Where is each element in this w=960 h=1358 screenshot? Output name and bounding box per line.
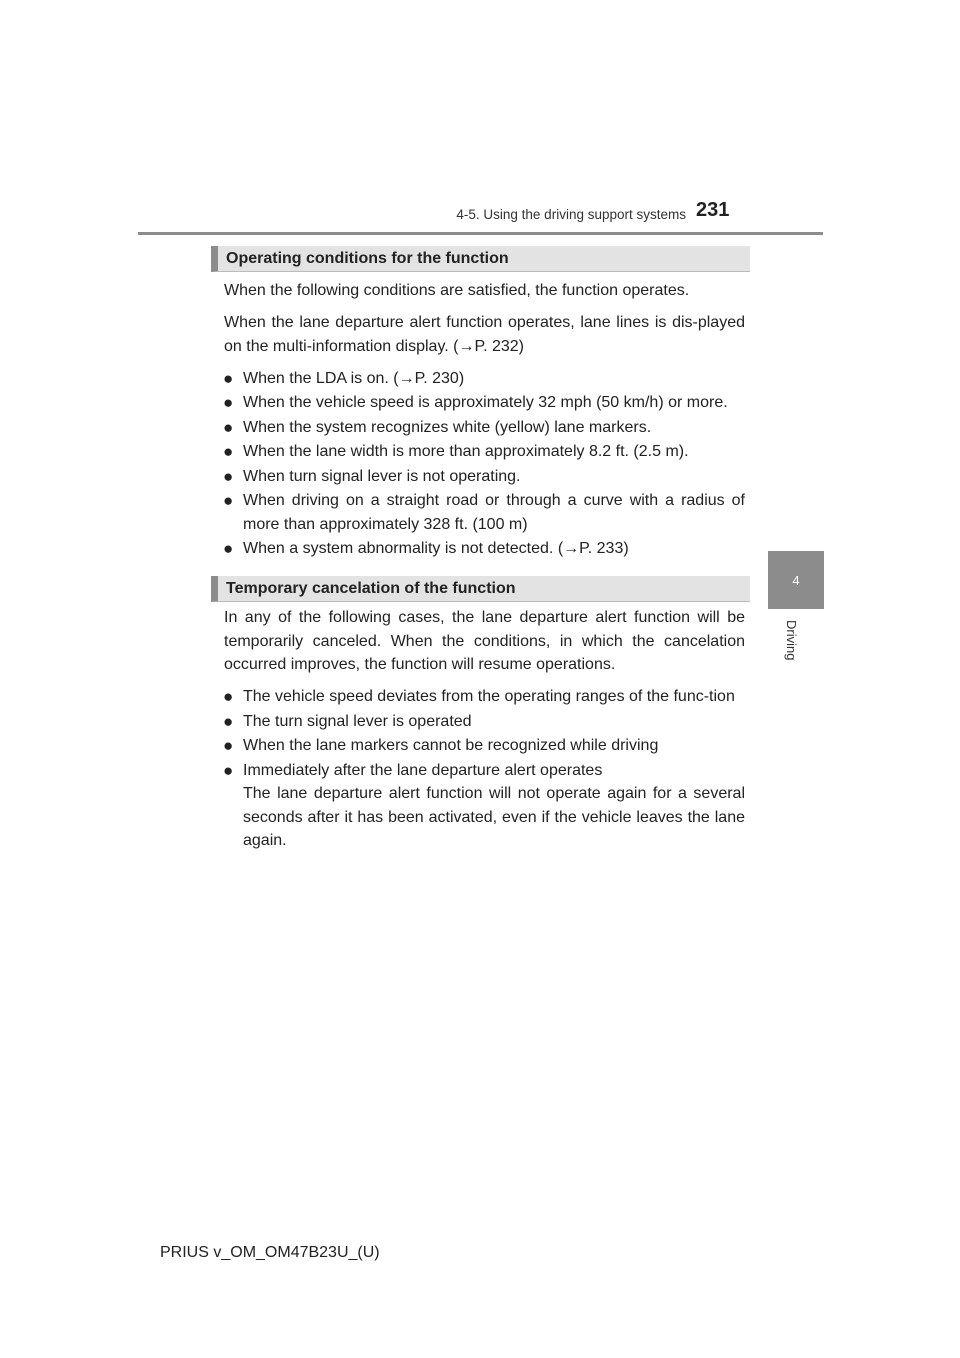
page-number: 231 <box>696 199 730 221</box>
bullet-icon: ● <box>223 442 234 461</box>
section-body-operating-conditions <box>224 279 745 562</box>
list-item <box>224 367 745 391</box>
list-item-text: When the lane width is more than approximately 8.2 ft. (2.5 m). <box>243 443 689 460</box>
bullet-icon: ● <box>223 736 234 755</box>
list-item-text: When the LDA is on. (→P. 230) <box>243 369 465 387</box>
bullet-icon: ● <box>223 711 234 731</box>
bullet-list <box>224 685 745 853</box>
bullet-icon: ● <box>223 760 234 780</box>
list-item <box>224 685 745 709</box>
list-item <box>224 391 745 415</box>
bullet-list <box>224 367 745 561</box>
list-item <box>224 710 745 734</box>
section-heading-operating-conditions <box>211 246 750 272</box>
list-item-text: Immediately after the lane departure alert operates <box>243 761 603 779</box>
list-item-text: When the vehicle speed is approximately 32 mph (50 km/h) or more. <box>243 394 728 411</box>
bullet-icon: ● <box>223 368 234 388</box>
paragraph: When the following conditions are satisfied, the function operates. <box>224 282 690 299</box>
list-item-text: When a system abnormality is not detected. (→P. 233) <box>243 540 629 557</box>
chapter-number: 4 <box>792 572 800 588</box>
section-heading-text: Temporary cancelation of the function <box>226 579 516 597</box>
header-section-title: 4-5. Using the driving support systems <box>456 207 686 222</box>
bullet-icon: ● <box>223 417 234 437</box>
bullet-icon: ● <box>223 539 234 558</box>
list-item <box>224 759 745 853</box>
footer-doc-code: PRIUS v_OM_OM47B23U_(U) <box>160 1244 380 1261</box>
bullet-icon: ● <box>223 466 234 486</box>
paragraph: In any of the following cases, the lane departure alert function will be temporarily canceled. When the conditions, in which the cancelation occurred improves, the function will resume operations. <box>224 609 745 673</box>
list-item-text: When driving on a straight road or through a curve with a radius of more than approximately 328 ft. (100 m) <box>243 492 745 533</box>
list-item <box>224 416 745 440</box>
chapter-tab <box>768 551 824 609</box>
bullet-icon: ● <box>223 687 234 706</box>
list-item-text: When the lane markers cannot be recognized while driving <box>243 737 659 754</box>
paragraph: When the lane departure alert function operates, lane lines is dis-played on the multi-information display. (→P. 232) <box>224 314 745 355</box>
list-item-text: When the system recognizes white (yellow) lane markers. <box>243 418 652 436</box>
list-item <box>224 440 745 464</box>
list-item-text: The turn signal lever is operated <box>243 712 472 730</box>
header-rule <box>138 232 823 235</box>
list-item-subtext: The lane departure alert function will not operate again for a several seconds after it has been activated, even if the vehicle leaves the lane again. <box>243 785 745 849</box>
list-item-text: The vehicle speed deviates from the operating ranges of the func-tion <box>243 688 735 705</box>
section-heading-temporary-cancelation <box>211 576 750 602</box>
list-item <box>224 465 745 489</box>
section-body-temporary-cancelation <box>224 606 745 854</box>
list-item-text: When turn signal lever is not operating. <box>243 467 521 485</box>
list-item <box>224 537 745 561</box>
list-item <box>224 734 745 758</box>
chapter-label: Driving <box>784 620 799 661</box>
bullet-icon: ● <box>223 491 234 510</box>
bullet-icon: ● <box>223 393 234 412</box>
list-item <box>224 489 745 536</box>
section-heading-text: Operating conditions for the function <box>226 249 509 267</box>
